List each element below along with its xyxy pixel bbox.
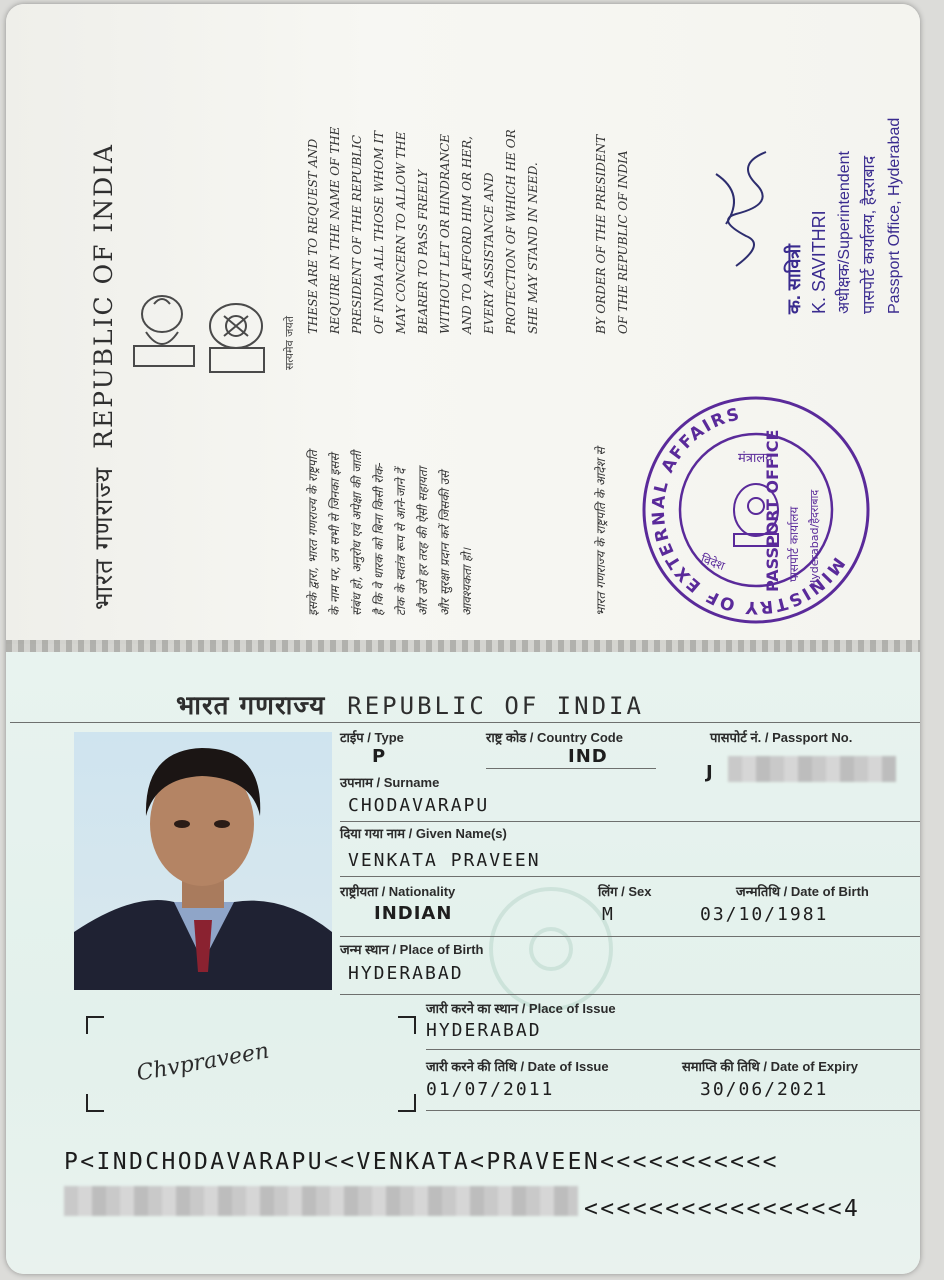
request-english-line: MAY CONCERN TO ALLOW THE	[394, 131, 408, 334]
nationality-value: INDIAN	[374, 903, 453, 924]
sex-label: लिंग / Sex	[598, 884, 652, 899]
passport-no-value: J	[706, 762, 714, 783]
emblem-motto: सत्यमेव जयते	[283, 315, 296, 370]
surname-label: उपनाम / Surname	[340, 775, 440, 790]
dob-value: 03/10/1981	[700, 904, 829, 925]
request-english-line: THESE ARE TO REQUEST AND	[306, 138, 320, 334]
request-hindi-line: है कि वे धारक को बिना किसी रोक-	[372, 462, 386, 616]
mrz-line-1: P<INDCHODAVARAPU<<VENKATA<PRAVEEN<<<<<<<<<<<	[64, 1149, 779, 1175]
divider	[10, 722, 920, 723]
request-english-line: PROTECTION OF WHICH HE OR	[504, 129, 518, 334]
request-english-line: REQUIRE IN THE NAME OF THE	[328, 126, 342, 334]
passport-office-stamp	[638, 392, 874, 628]
signature-corner	[86, 1016, 104, 1034]
request-english-line: PRESIDENT OF THE REPUBLIC	[350, 134, 364, 334]
request-english-line: OF INDIA ALL THOSE WHOM IT	[372, 130, 386, 334]
stamp-office-hindi: पासपोर्ट कार्यालय	[787, 506, 801, 582]
request-hindi-line: संबंध हो, अनुरोध एवं अपेक्षा की जाती	[350, 450, 364, 616]
stamp-inner-hindi: मंत्रालय	[738, 451, 773, 466]
date-of-issue-value: 01/07/2011	[426, 1079, 555, 1100]
request-text-hindi	[302, 450, 478, 616]
request-english-line: BEARER TO PASS FREELY	[416, 169, 430, 334]
divider	[426, 1110, 920, 1111]
stamp-bottom-hindi: विदेश	[698, 551, 727, 574]
given-name-value: VENKATA PRAVEEN	[348, 850, 541, 871]
request-text-english	[302, 127, 544, 334]
officer-designation: अधीक्षक/Superintendent	[836, 151, 853, 314]
officer-name-english: K. SAVITHRI	[809, 210, 829, 314]
data-page-header	[176, 686, 644, 722]
nationality-label: राष्ट्रीयता / Nationality	[340, 884, 456, 899]
signature-corner	[398, 1016, 416, 1034]
stamp-ring-text: MINISTRY OF EXTERNAL AFFAIRS	[648, 404, 849, 618]
holder-photo	[74, 732, 332, 990]
title-hindi: भारत गणराज्य	[89, 466, 118, 610]
sex-value: M	[602, 904, 615, 925]
dob-label: जन्मतिथि / Date of Birth	[736, 884, 869, 899]
divider	[426, 1049, 920, 1050]
header-hindi: भारत गणराज्य	[176, 691, 326, 721]
request-hindi-line: और उसे हर तरह की ऐसी सहायता	[416, 467, 430, 616]
passport-booklet	[6, 4, 920, 1274]
place-of-issue-value: HYDERABAD	[426, 1020, 542, 1041]
divider	[340, 994, 920, 995]
order-text-hindi: भारत गणराज्य के राष्ट्रपति के आदेश से	[594, 447, 608, 616]
stamp-city: Hyderabad/हैदराबाद	[808, 489, 821, 588]
header-english: REPUBLIC OF INDIA	[347, 692, 644, 720]
passport-no-label: पासपोर्ट नं. / Passport No.	[710, 730, 853, 745]
holder-signature-box	[86, 1016, 416, 1112]
place-of-issue-label: जारी करने का स्थान / Place of Issue	[426, 1001, 616, 1016]
request-hindi-line: आवश्यकता हो।	[460, 547, 474, 616]
request-page-title	[86, 143, 120, 610]
divider	[340, 876, 920, 877]
date-of-expiry-value: 30/06/2021	[700, 1079, 829, 1100]
order-english-line: OF THE REPUBLIC OF INDIA	[616, 150, 630, 334]
request-english-line: WITHOUT LET OR HINDRANCE	[438, 133, 452, 334]
country-code-label: राष्ट्र कोड / Country Code	[486, 730, 623, 745]
place-of-birth-label: जन्म स्थान / Place of Birth	[340, 942, 484, 957]
order-english-line: BY ORDER OF THE PRESIDENT	[594, 134, 608, 334]
divider	[486, 768, 656, 769]
country-code-value: IND	[568, 746, 608, 767]
surname-value: CHODAVARAPU	[348, 795, 490, 816]
request-english-line: AND TO AFFORD HIM OR HER,	[460, 136, 474, 334]
request-hindi-line: इसके द्वारा, भारत गणराज्य के राष्ट्रपति	[306, 450, 320, 616]
date-of-issue-label: जारी करने की तिथि / Date of Issue	[426, 1059, 609, 1074]
request-english-line: EVERY ASSISTANCE AND	[482, 172, 496, 334]
place-of-birth-value: HYDERABAD	[348, 963, 464, 984]
officer-signature-icon	[696, 144, 786, 274]
office-hindi: पासपोर्ट कार्यालय, हैदराबाद	[861, 155, 878, 314]
divider	[340, 821, 920, 822]
signature-corner	[86, 1094, 104, 1112]
divider	[340, 936, 920, 937]
stamp-office-text: PASSPORT OFFICE	[763, 429, 782, 592]
mrz-line-2: <<<<<<<<<<<<<<<<4	[584, 1196, 861, 1222]
redacted-passport-number	[728, 756, 896, 782]
passport-request-page	[6, 4, 920, 644]
type-label: टाईप / Type	[340, 730, 404, 745]
national-emblem-icon	[124, 286, 274, 382]
holder-signature: Chvpraveen	[134, 1038, 271, 1087]
request-hindi-line: के नाम पर, उन सभी से जिनका इससे	[328, 453, 342, 616]
given-name-label: दिया गया नाम / Given Name(s)	[340, 826, 507, 841]
holder-portrait-icon	[74, 732, 332, 990]
officer-name-hindi: क. सावित्री	[784, 244, 804, 314]
request-hindi-line: टोक के स्वतंत्र रूप से आने-जाने दें	[394, 468, 408, 616]
title-english: REPUBLIC OF INDIA	[89, 142, 118, 449]
officer-block	[782, 118, 907, 314]
type-value: P	[372, 746, 387, 767]
order-text-english	[590, 135, 634, 334]
signature-corner	[398, 1094, 416, 1112]
request-english-line: SHE MAY STAND IN NEED.	[526, 162, 540, 334]
svg-text:MINISTRY OF EXTERNAL AFFAIRS	[638, 392, 874, 628]
redacted-mrz	[64, 1186, 578, 1216]
date-of-expiry-label: समाप्ति की तिथि / Date of Expiry	[682, 1059, 858, 1074]
request-hindi-line: और सुरक्षा प्रदान करें जिसकी उसे	[438, 470, 452, 616]
office-english: Passport Office, Hyderabad	[886, 117, 903, 314]
